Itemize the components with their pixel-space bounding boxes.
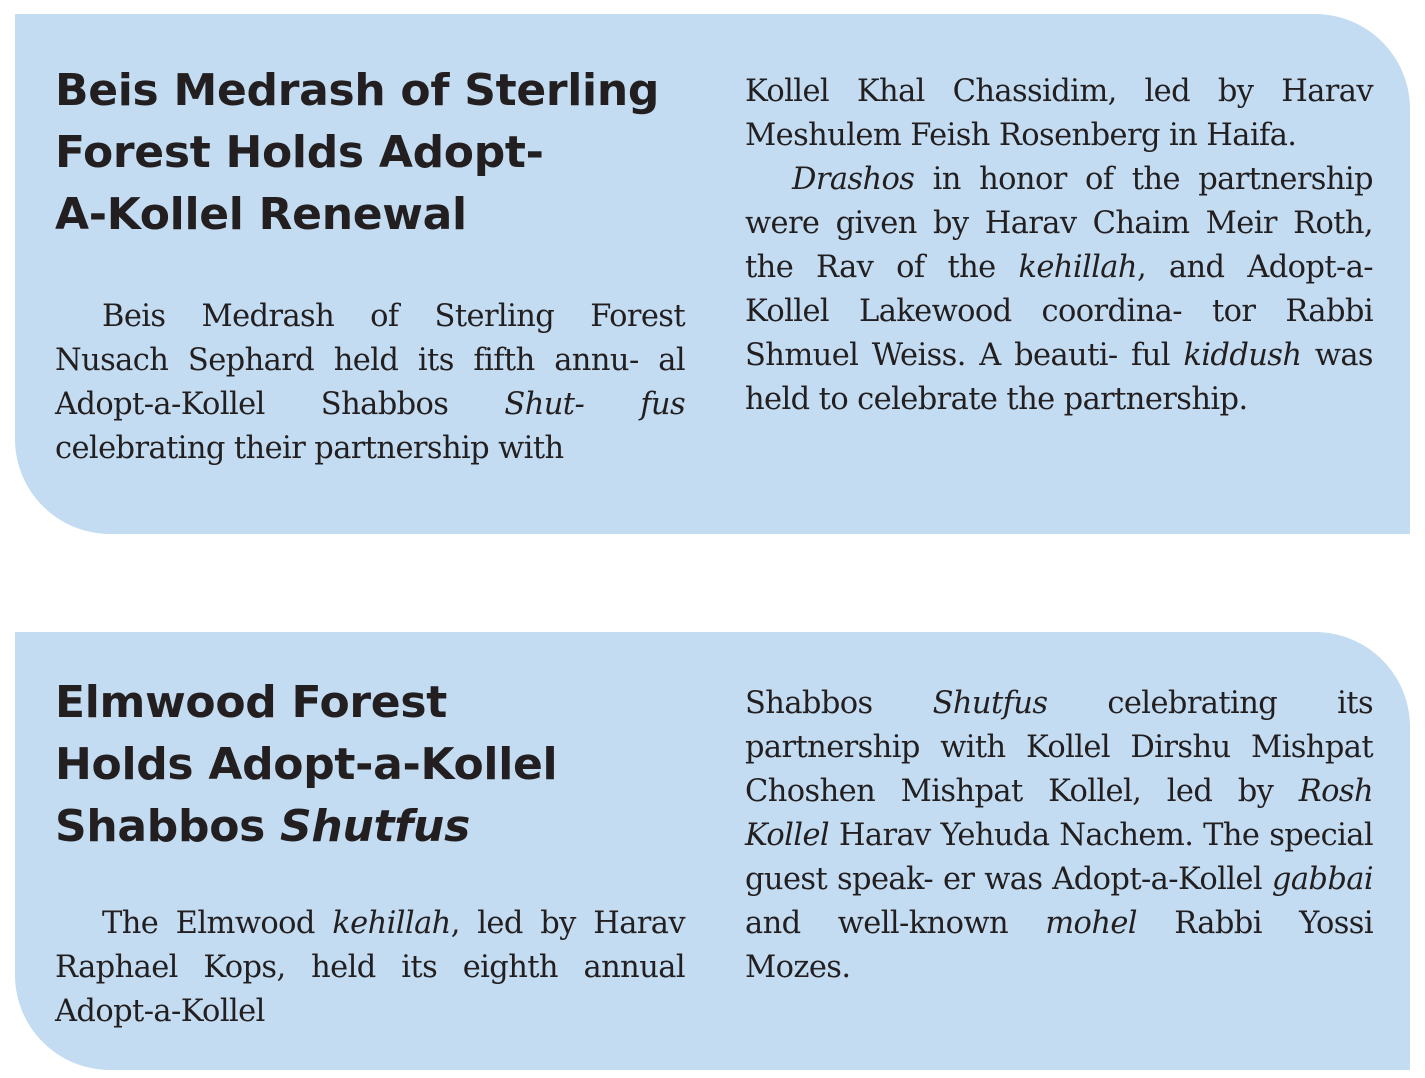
headline-line: Holds Adopt-a-Kollel [55,739,558,790]
article-left-column [55,672,685,1034]
article-box-sterling-forest [15,14,1410,534]
article-headline [55,672,685,858]
body-italic: kehillah [332,906,451,941]
body-text: Beis Medrash of Sterling Forest Nusach Sephard held its fifth annu- al Adopt-a-Kollel Shabbos [55,299,685,422]
body-text: and well-known [745,906,1046,941]
body-italic: Shut- fus [504,387,685,422]
article-body-text [745,70,1373,422]
body-italic: gabbai [1271,862,1373,897]
body-text: Harav Yehuda Nachem. The special guest speak- er was Adopt-a-Kollel [745,818,1373,897]
body-text: Rabbi Yossi Mozes. [745,906,1373,985]
article-right-column [745,70,1373,422]
article-box-elmwood-forest [15,632,1410,1070]
headline-line: Shabbos [55,801,281,852]
body-italic: Drashos [792,162,915,197]
body-italic: mohel [1045,906,1137,941]
headline-line: A-Kollel Renewal [55,189,467,240]
body-text: was held to celebrate the partnership. [745,338,1373,417]
article-body-text [745,682,1373,990]
body-text: , and Adopt-a-Kollel Lakewood coordina- tor Rabbi Shmuel Weiss. A beauti- ful [745,250,1373,373]
body-italic: kehillah [1018,250,1137,285]
article-body-text [55,295,685,471]
body-text: The Elmwood [102,906,333,941]
body-text: , led by Harav Raphael Kops, held its eighth annual Adopt-a-Kollel [55,906,685,1029]
article-right-column [745,682,1373,990]
headline-line: Forest Holds Adopt- [55,127,544,178]
body-text: Shabbos [745,686,933,721]
headline-line: Beis Medrash of Sterling [55,65,660,116]
headline-italic: Shutfus [280,801,470,852]
body-text: celebrating its partnership with Kollel Dirshu Mishpat Choshen Mishpat Kollel, led by [745,686,1373,809]
body-italic: Rosh Kollel [745,774,1373,853]
body-text: Kollel Khal Chassidim, led by Harav Meshulem Feish Rosenberg in Haifa. [745,74,1373,153]
body-italic: Shutfus [932,686,1048,721]
body-text: in honor of the partnership were given by Harav Chaim Meir Roth, the Rav of the [745,162,1373,285]
body-italic: kiddush [1183,338,1302,373]
article-headline [55,60,685,246]
article-left-column [55,60,685,471]
article-body-text [55,902,685,1034]
body-text: celebrating their partnership with [55,431,564,466]
headline-line: Elmwood Forest [55,677,447,728]
